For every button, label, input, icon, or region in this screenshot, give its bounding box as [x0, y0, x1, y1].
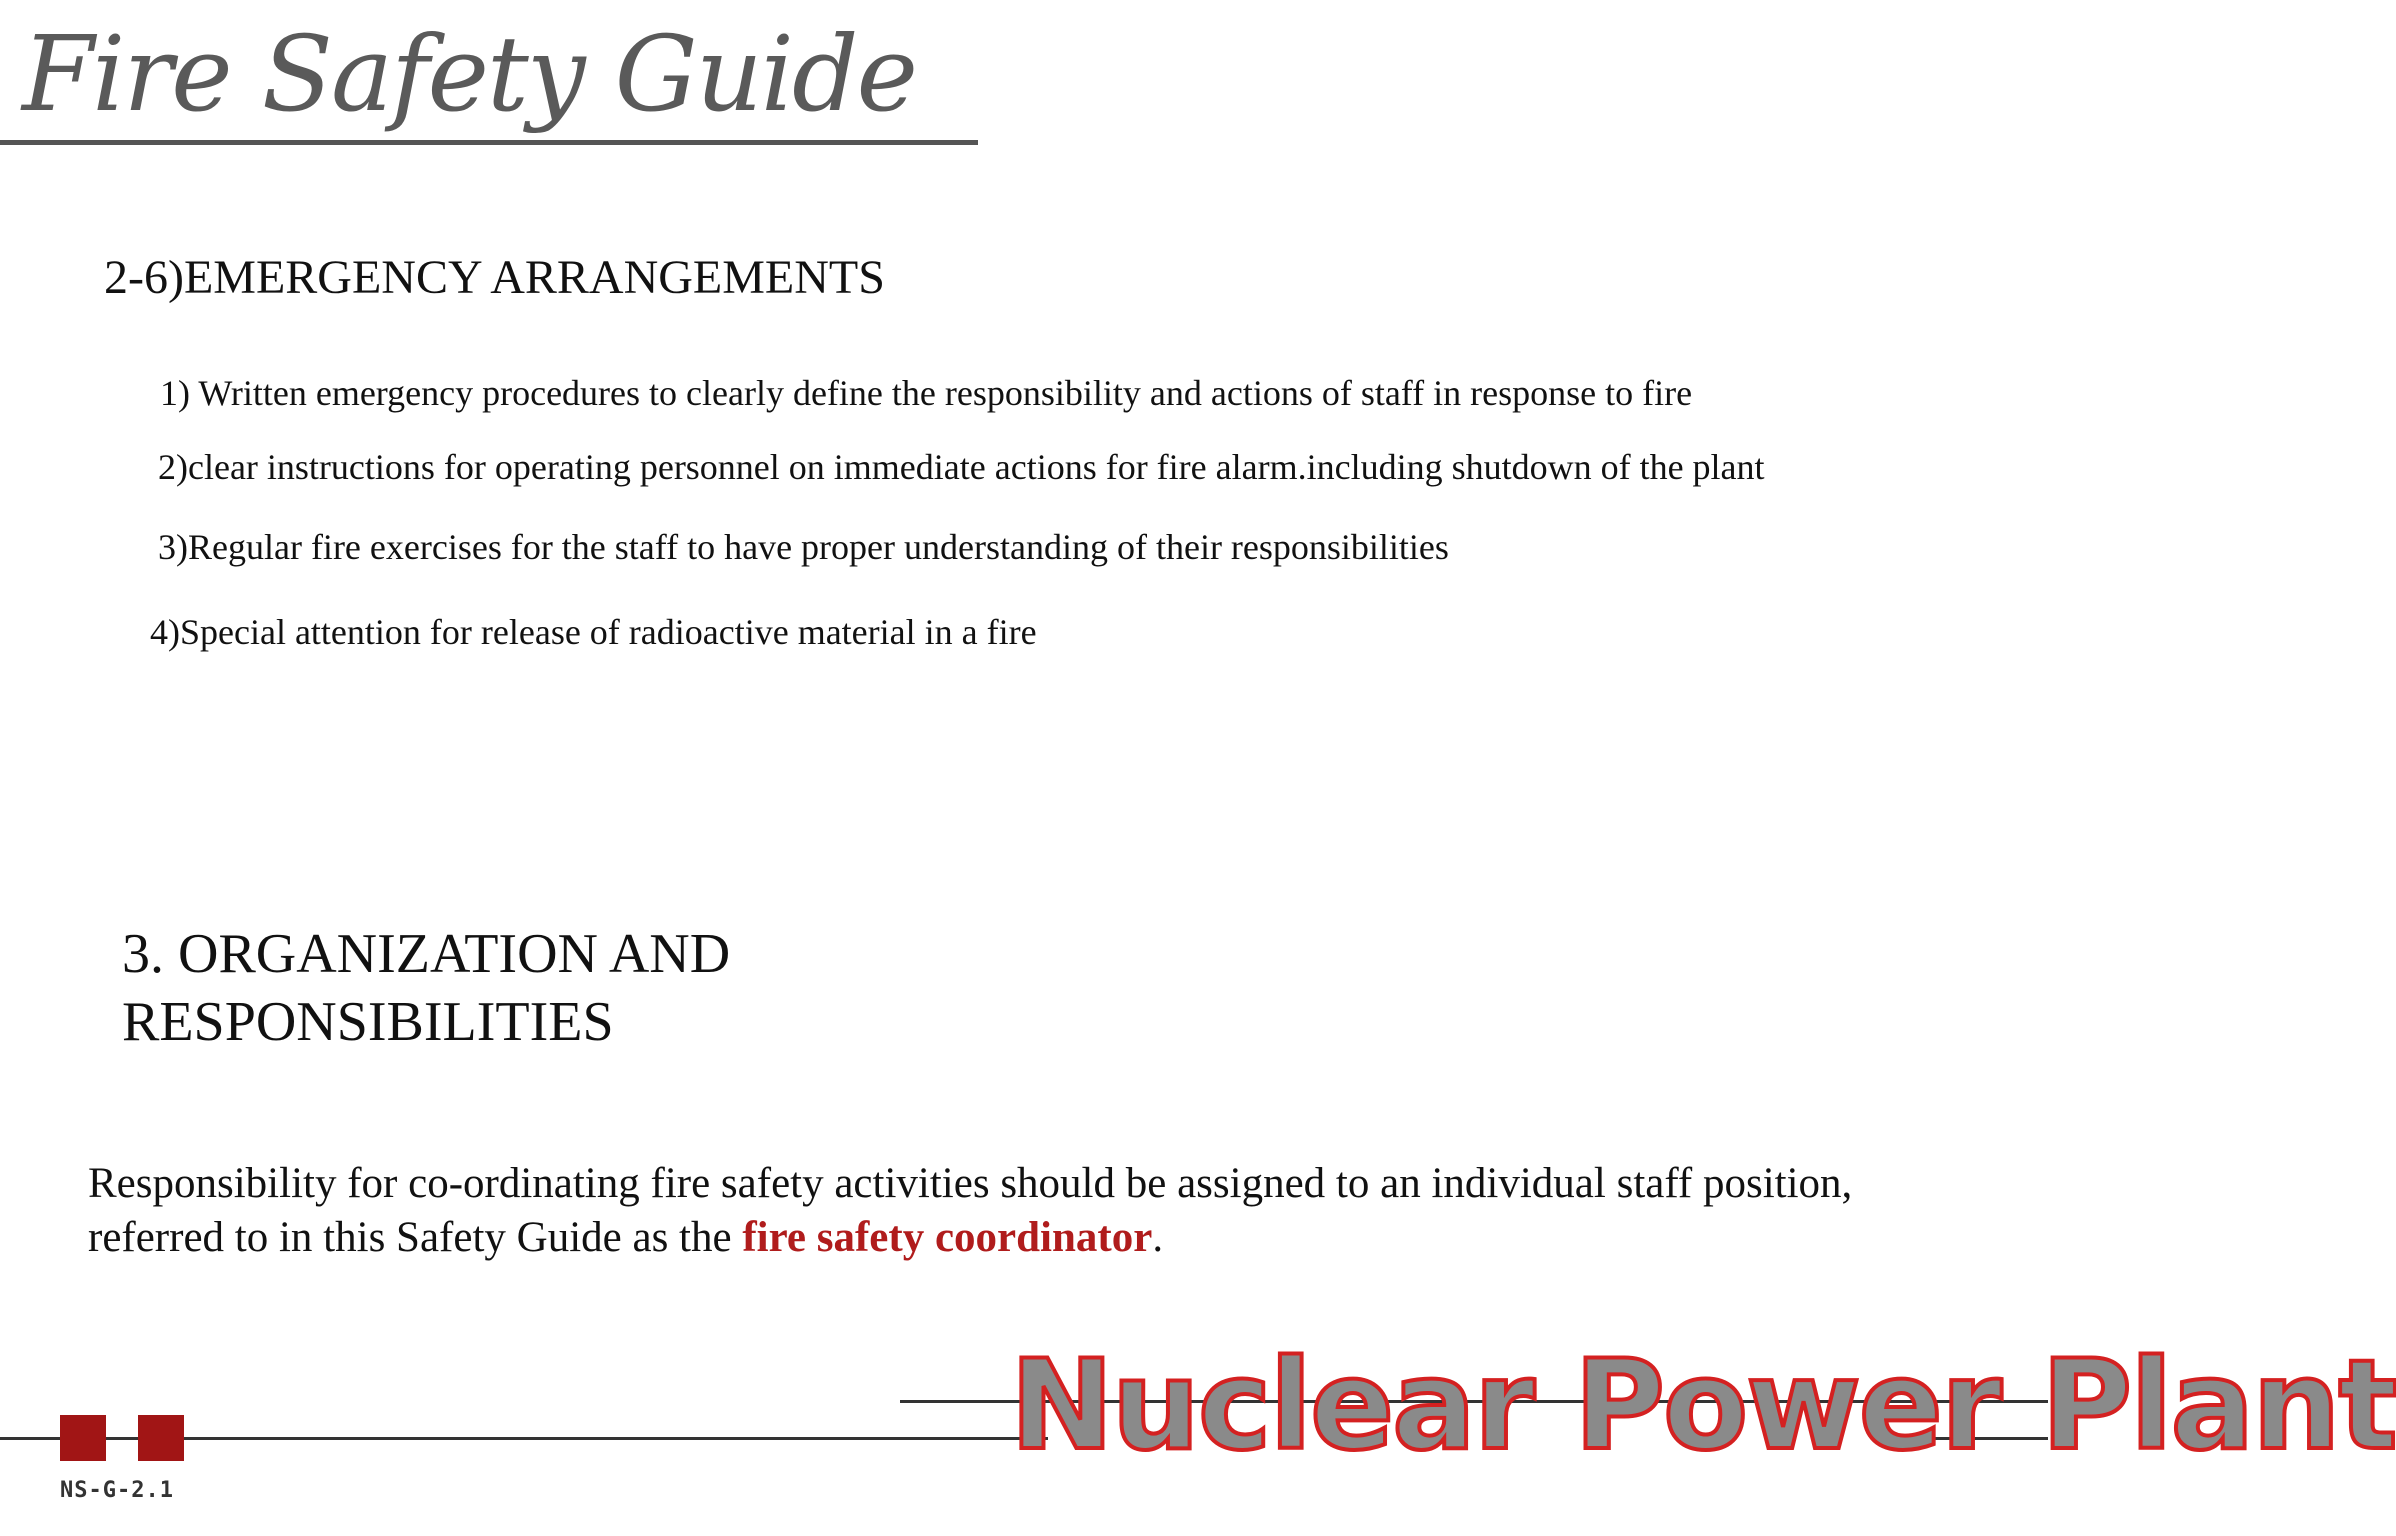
- list-item: 1) Written emergency procedures to clearly define the responsibility and actions of staff in response to fire: [160, 373, 1693, 413]
- list-item: 3)Regular fire exercises for the staff to have proper understanding of their responsibilities: [158, 527, 1449, 567]
- paragraph-end: .: [1152, 1214, 1164, 1261]
- header-divider: [0, 140, 978, 145]
- footer-square-icon: [138, 1415, 184, 1461]
- list-item: 4)Special attention for release of radioactive material in a fire: [150, 612, 1037, 652]
- organization-heading: [122, 920, 1022, 1056]
- organization-heading-line1: 3. ORGANIZATION AND: [122, 923, 731, 985]
- footer-square-icon: [60, 1415, 106, 1461]
- responsibility-paragraph: [88, 1157, 1948, 1265]
- header-logo-title: Fire Safety Guide: [22, 13, 917, 135]
- list-item: 2)clear instructions for operating personnel on immediate actions for fire alarm.including shutdown of the plant: [158, 447, 1765, 487]
- footer-logo: Nuclear Power Plant: [1010, 1334, 2396, 1478]
- fire-safety-coordinator-highlight: fire safety coordinator: [742, 1214, 1153, 1261]
- section-heading: 2-6)EMERGENCY ARRANGEMENTS: [104, 251, 885, 304]
- paragraph-text: Responsibility for co-ordinating fire safety activities should be assigned to an individual staff position, referred to in this Safety Guide as the: [88, 1160, 1853, 1261]
- organization-heading-line2: RESPONSIBILITIES: [122, 991, 614, 1053]
- document-code: NS-G-2.1: [60, 1478, 174, 1503]
